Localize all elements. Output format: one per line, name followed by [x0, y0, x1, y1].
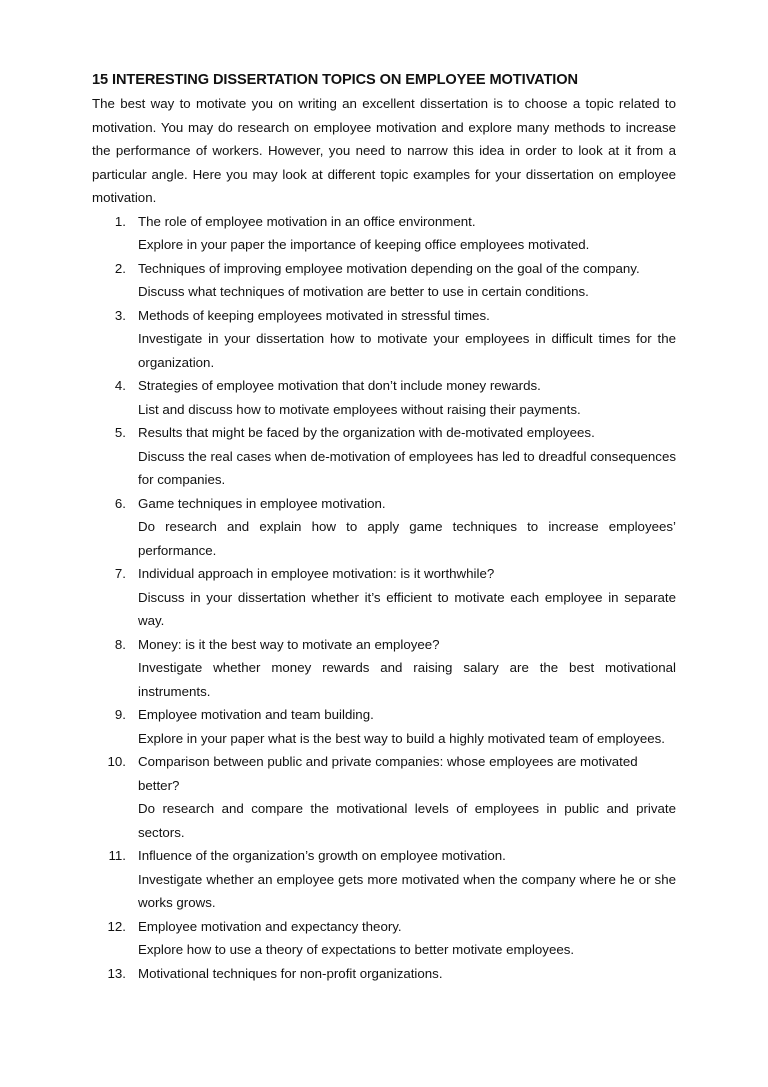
list-item	[92, 962, 676, 986]
topic-description: Explore in your paper what is the best way to build a highly motivated team of employees.	[138, 730, 665, 746]
list-item	[92, 562, 676, 633]
topic-number: 4.	[114, 378, 126, 393]
topic-number: 3.	[114, 307, 126, 323]
topic-title: Game techniques in employee motivation.	[138, 495, 386, 511]
topic-description: Investigate in your dissertation how to motivate your employees in difficult times for the organization.	[138, 331, 676, 370]
topic-title: Individual approach in employee motivation: is it worthwhile?	[138, 566, 495, 581]
topic-number: 13.	[107, 965, 126, 981]
topic-title: Techniques of improving employee motivation depending on the goal of the company.	[138, 260, 640, 276]
document-title: 15 INTERESTING DISSERTATION TOPICS ON EMPLOYEE MOTIVATION	[92, 72, 578, 88]
list-item	[92, 210, 676, 257]
topic-description: Do research and explain how to apply game techniques to increase employees’ performance.	[138, 519, 676, 558]
topic-number: 2.	[114, 260, 126, 276]
topic-list	[92, 210, 676, 986]
topic-title: Money: is it the best way to motivate an employee?	[138, 636, 440, 652]
topic-title: Comparison between public and private companies: whose employees are motivated better?	[138, 754, 638, 793]
list-item	[92, 750, 676, 844]
topic-title: Employee motivation and team building.	[138, 707, 374, 722]
intro-paragraph: The best way to motivate you on writing an excellent dissertation is to choose a topic related to motivation. You may do research on employee motivation and explore many methods to increase the performance of workers. However, you need to narrow this idea in order to look at it from a particular angle. Here you may look at different topic examples for your dissertation on employee motivation.	[92, 96, 676, 205]
topic-description: Explore in your paper the importance of keeping office employees motivated.	[138, 237, 590, 252]
topic-description: Discuss the real cases when de-motivation of employees has led to dreadful consequences for companies.	[138, 448, 676, 487]
list-item	[92, 304, 676, 375]
list-item	[92, 703, 676, 750]
topic-title: The role of employee motivation in an office environment.	[138, 213, 476, 229]
topic-description: Explore how to use a theory of expectations to better motivate employees.	[138, 942, 575, 957]
list-item	[92, 844, 676, 915]
topic-number: 5.	[114, 425, 126, 440]
topic-number: 8.	[114, 636, 126, 652]
topic-title: Motivational techniques for non-profit organizations.	[138, 965, 443, 981]
topic-title: Employee motivation and expectancy theory.	[138, 918, 402, 934]
list-item	[92, 257, 676, 304]
topic-number: 1.	[114, 213, 126, 229]
list-item	[92, 492, 676, 563]
topic-number: 12.	[107, 918, 126, 934]
topic-title: Strategies of employee motivation that don’t include money rewards.	[138, 378, 541, 393]
list-item	[92, 633, 676, 704]
list-item	[92, 374, 676, 421]
topic-number: 10.	[107, 754, 126, 769]
list-item	[92, 915, 676, 962]
topic-number: 11.	[108, 848, 126, 863]
topic-title: Influence of the organization’s growth on employee motivation.	[138, 848, 506, 863]
topic-description: Investigate whether money rewards and raising salary are the best motivational instruments.	[138, 660, 676, 699]
topic-number: 6.	[114, 495, 126, 511]
topic-description: List and discuss how to motivate employees without raising their payments.	[138, 401, 581, 417]
topic-description: Investigate whether an employee gets more motivated when the company where he or she works grows.	[138, 871, 676, 910]
topic-description: Discuss what techniques of motivation are better to use in certain conditions.	[138, 284, 589, 299]
topic-description: Do research and compare the motivational levels of employees in public and private sectors.	[138, 801, 676, 840]
topic-number: 9.	[114, 707, 126, 722]
topic-description: Discuss in your dissertation whether it’s efficient to motivate each employee in separate way.	[138, 589, 676, 628]
topic-number: 7.	[114, 566, 126, 581]
topic-title: Results that might be faced by the organization with de-motivated employees.	[138, 425, 595, 440]
list-item	[92, 421, 676, 492]
topic-title: Methods of keeping employees motivated in stressful times.	[138, 307, 490, 323]
